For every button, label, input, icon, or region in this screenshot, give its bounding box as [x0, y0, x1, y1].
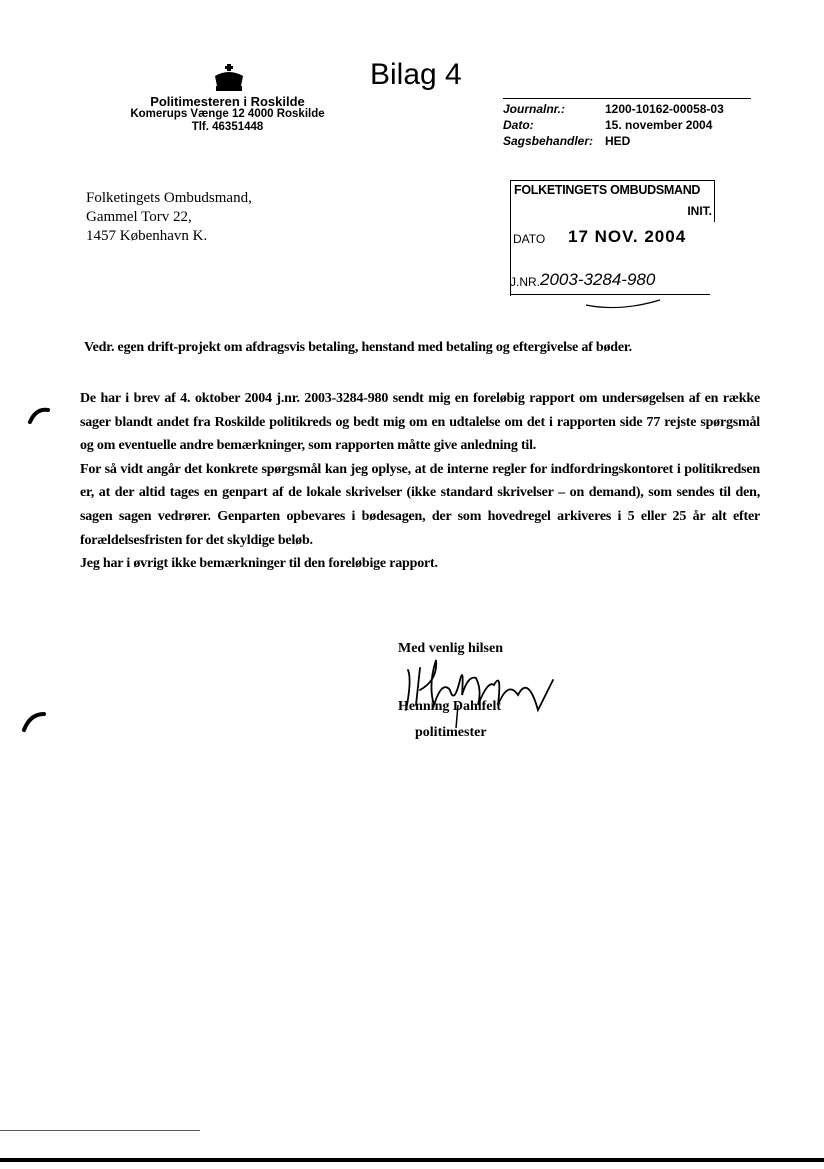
sender-phone: Tlf. 46351448	[191, 121, 264, 133]
stamp-title: FOLKETINGETS OMBUDSMAND	[510, 180, 715, 200]
recipient-line: Gammel Torv 22,	[86, 209, 192, 225]
meta-value: HED	[605, 134, 631, 148]
meta-value: 1200-10162-00058-03	[605, 102, 724, 116]
meta-label: Sagsbehandler:	[503, 134, 594, 148]
stamp-jnr-value: 2003-3284-980	[540, 270, 656, 289]
body-paragraph: For så vidt angår det konkrete spørgsmål kan jeg oplyse, at de interne regler for indfordringskontoret i politikredsen er, at der altid tages en genpart af de lokale skrivelser (ikke standard skrivelser – on demand), som sendes til den, sagen sagen vedrører. Genparten opbevares i bødesagen, der som hovedregel arkiveres i 5 eller 25 år alt efter forældelsesfristen for det skyldige beløb.	[80, 461, 760, 548]
signatory-name: Henning Dahlfelt	[398, 699, 502, 714]
bilag-label: Bilag 4	[370, 58, 462, 91]
meta-label: Dato:	[503, 118, 534, 132]
signatory-title: politimester	[415, 725, 487, 740]
stamp-jnr-label: J.NR.	[510, 275, 540, 289]
recipient-line: Folketingets Ombudsmand,	[86, 190, 252, 206]
meta-label: Journalnr.:	[503, 102, 566, 116]
stamp-date-label: DATO	[513, 232, 546, 246]
stamp-init: INIT.	[685, 200, 715, 222]
letter-subject: Vedr. egen drift-projekt om afdragsvis betaling, henstand med betaling og eftergivelse af bøder.	[84, 340, 632, 355]
page-bottom-border	[0, 1158, 824, 1162]
body-paragraph: Jeg har i øvrigt ikke bemærkninger til den foreløbige rapport.	[80, 556, 438, 572]
meta-value: 15. november 2004	[605, 118, 713, 132]
closing-greeting: Med venlig hilsen	[398, 641, 504, 656]
sender-address: Komerups Vænge 12 4000 Roskilde	[130, 108, 325, 120]
body-paragraph: De har i brev af 4. oktober 2004 j.nr. 2003-3284-980 sendt mig en foreløbig rapport om undersøgelsen af en række sager blandt andet fra Roskilde politikreds og bedt mig om en udtalelse om det i rapporten side 77 rejste spørgsmål og om eventuelle andre bemærkninger, som rapporten måtte give anledning til.	[80, 391, 760, 454]
recipient-line: 1457 København K.	[86, 228, 208, 244]
stamp-date-value: 17 NOV. 2004	[568, 227, 687, 246]
sender-name: Politimesteren i Roskilde	[150, 94, 305, 109]
footer-rule	[0, 1130, 200, 1131]
